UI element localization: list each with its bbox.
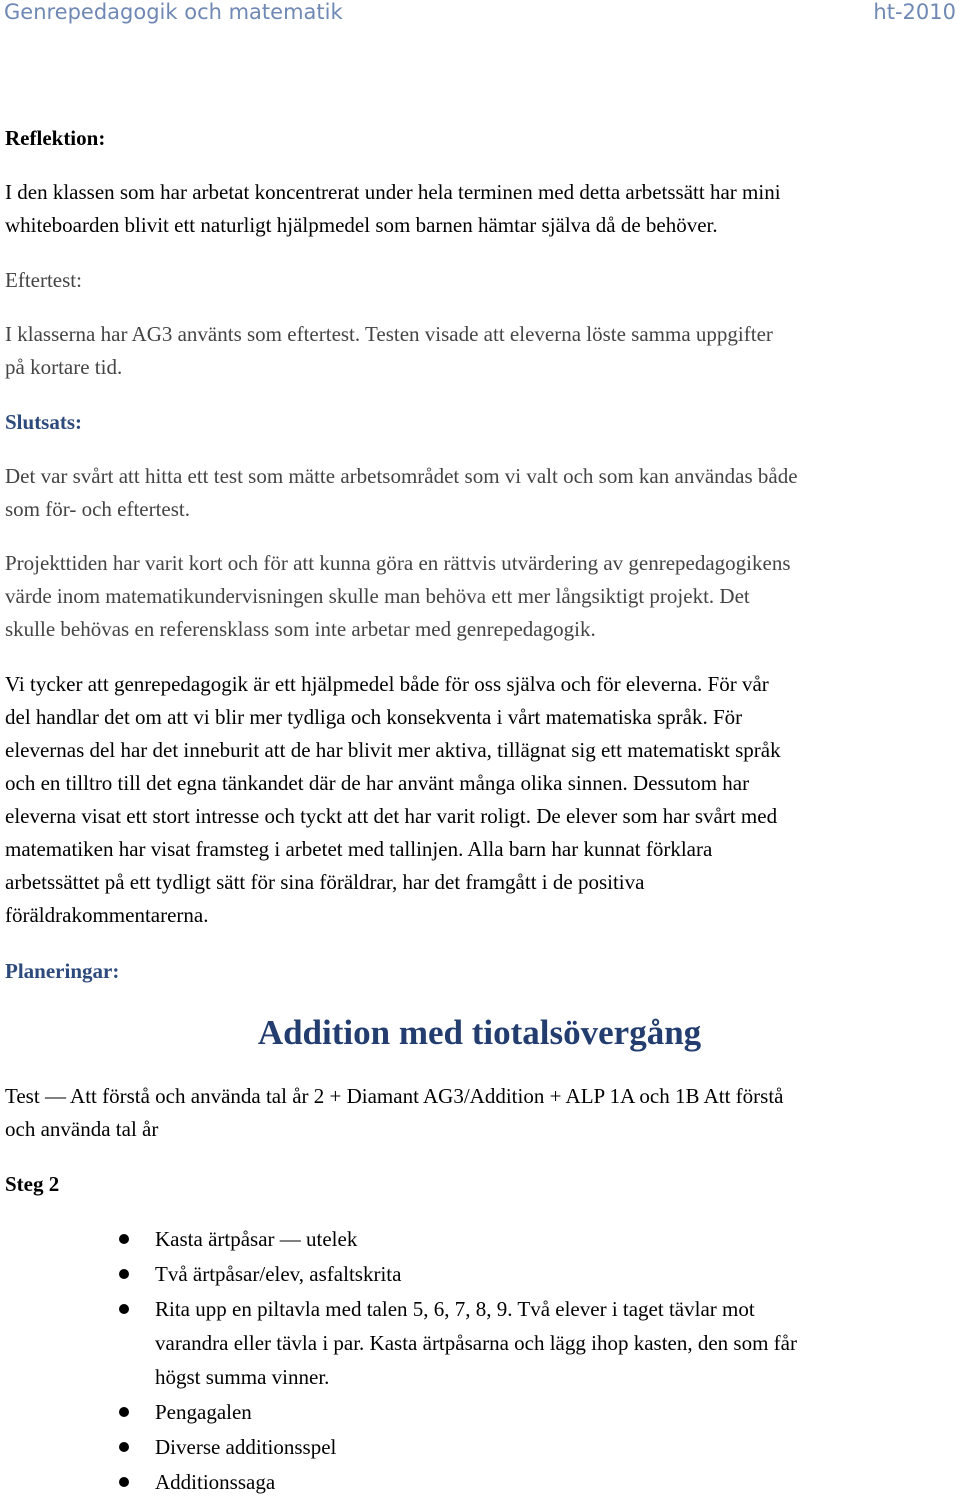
- slutsats-line: och en tilltro till det egna tänkandet där de har använt många olika sinnen. Dessutom har: [5, 771, 750, 795]
- list-item-text: Additionssaga: [155, 1470, 276, 1494]
- eftertest-heading: Eftertest:: [5, 268, 82, 292]
- list-item-text: högst summa vinner.: [155, 1365, 330, 1389]
- slutsats-line: del handlar det om att vi blir mer tydliga och konsekventa i vårt matematiska språk. För: [5, 705, 743, 729]
- slutsats-line: eleverna visat ett stort intresse och tyckt att det har varit roligt. De elever som har svårt med: [5, 804, 778, 828]
- list-item-text: Kasta ärtpåsar — utelek: [155, 1227, 358, 1251]
- list-item-text: Pengagalen: [155, 1400, 252, 1424]
- bullet-icon: [119, 1234, 129, 1244]
- planeringar-heading: Planeringar:: [5, 959, 120, 983]
- slutsats-line: skulle behövas en referensklass som inte arbetar med genrepedagogik.: [5, 617, 596, 641]
- list-item-text: Diverse additionsspel: [155, 1435, 337, 1459]
- header-term: ht-2010: [873, 0, 956, 24]
- reflektion-line: I den klassen som har arbetat koncentrerat under hela terminen med detta arbetssätt har mini: [5, 180, 781, 204]
- planering-title: Addition med tiotalsövergång: [257, 1013, 702, 1052]
- header-title: Genrepedagogik och matematik: [4, 0, 343, 24]
- reflektion-line: whiteboarden blivit ett naturligt hjälpmedel som barnen hämtar själva då de behöver.: [5, 213, 718, 237]
- slutsats-line: som för- och eftertest.: [5, 497, 191, 521]
- slutsats-line: värde inom matematikundervisningen skulle man behöva ett mer långsiktigt projekt. Det: [5, 584, 750, 608]
- bullet-icon: [119, 1442, 129, 1452]
- eftertest-line: på kortare tid.: [5, 355, 123, 379]
- bullet-icon: [119, 1477, 129, 1487]
- running-header: [4, 0, 956, 26]
- bullet-icon: [119, 1407, 129, 1417]
- eftertest-line: I klasserna har AG3 använts som eftertest. Testen visade att eleverna löste samma uppgifter: [5, 322, 773, 346]
- slutsats-line: elevernas del har det inneburit att de har blivit mer aktiva, tillägnat sig ett matematiskt språk: [5, 738, 781, 762]
- steg-heading: Steg 2: [5, 1172, 60, 1196]
- test-line: Test — Att förstå och använda tal år 2 + Diamant AG3/Addition + ALP 1A och 1B Att förstå: [5, 1084, 784, 1108]
- slutsats-line: arbetssättet på ett tydligt sätt för sina föräldrar, har det framgått i de positiva: [5, 870, 645, 894]
- slutsats-line: Det var svårt att hitta ett test som mätte arbetsområdet som vi valt och som kan användas både: [5, 464, 798, 488]
- bullet-icon: [119, 1304, 129, 1314]
- reflektion-heading: Reflektion:: [5, 126, 106, 150]
- list-item-text: varandra eller tävla i par. Kasta ärtpåsarna och lägg ihop kasten, den som får: [155, 1331, 797, 1355]
- slutsats-line: matematiken har visat framsteg i arbetet med tallinjen. Alla barn har kunnat förklara: [5, 837, 713, 861]
- list-item-text: Två ärtpåsar/elev, asfaltskrita: [155, 1262, 402, 1286]
- bullet-icon: [119, 1269, 129, 1279]
- slutsats-line: Projekttiden har varit kort och för att kunna göra en rättvis utvärdering av genrepedagogikens: [5, 551, 791, 575]
- slutsats-line: Vi tycker att genrepedagogik är ett hjälpmedel både för oss själva och för eleverna. För vår: [5, 672, 769, 696]
- test-line: och använda tal år: [5, 1117, 159, 1141]
- slutsats-heading: Slutsats:: [5, 410, 83, 434]
- slutsats-line: föräldrakommentarerna.: [5, 903, 209, 927]
- list-item-text: Rita upp en piltavla med talen 5, 6, 7, 8, 9. Två elever i taget tävlar mot: [155, 1297, 755, 1321]
